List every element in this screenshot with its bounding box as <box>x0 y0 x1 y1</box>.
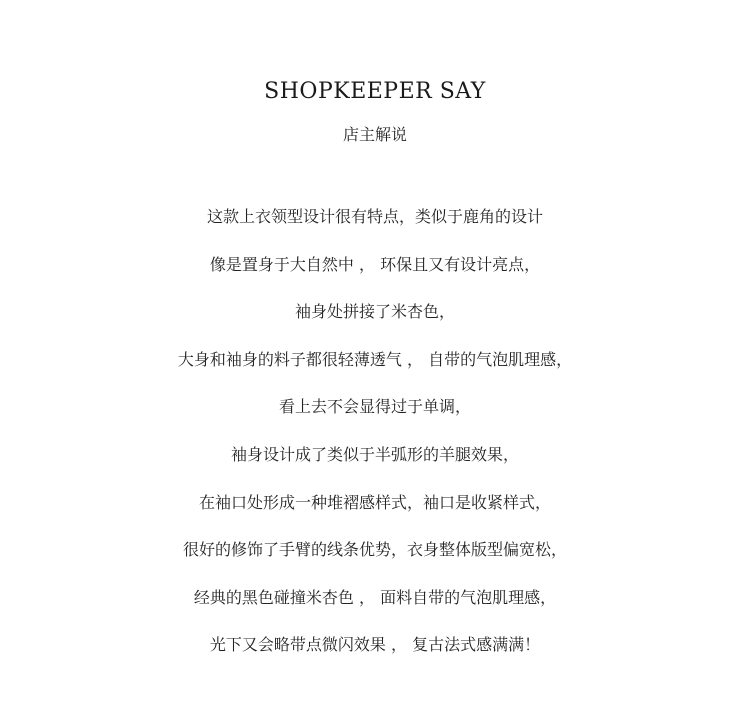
description-line-8: 很好的修饰了手臂的线条优势，衣身整体版型偏宽松， <box>182 540 567 560</box>
description-line-4: 大身和袖身的料子都很轻薄透气 ， 自带的气泡肌理感， <box>177 349 573 369</box>
description-line-7: 在袖口处形成一种堆褶感样式，袖口是收紧样式， <box>198 492 551 512</box>
description-line-6: 袖身设计成了类似于半弧形的羊腿效果， <box>230 444 519 464</box>
description-line-1: 这款上衣领型设计很有特点，类似于鹿角的设计 <box>206 207 543 226</box>
page-title: SHOPKEEPER SAY <box>264 79 486 104</box>
page-subtitle: 店主解说 <box>342 125 407 144</box>
description-line-9: 经典的黑色碰撞米杏色 ， 面料自带的气泡肌理感， <box>193 587 557 607</box>
description-line-5: 看上去不会显得过于单调， <box>278 397 471 417</box>
description-line-2: 像是置身于大自然中 ， 环保且又有设计亮点， <box>209 254 541 274</box>
description-line-10: 光下又会略带点微闪效果 ， 复古法式感满满！ <box>209 635 541 655</box>
description-text-block <box>0 205 750 681</box>
description-line-3: 袖身处拼接了米杏色， <box>294 302 455 322</box>
